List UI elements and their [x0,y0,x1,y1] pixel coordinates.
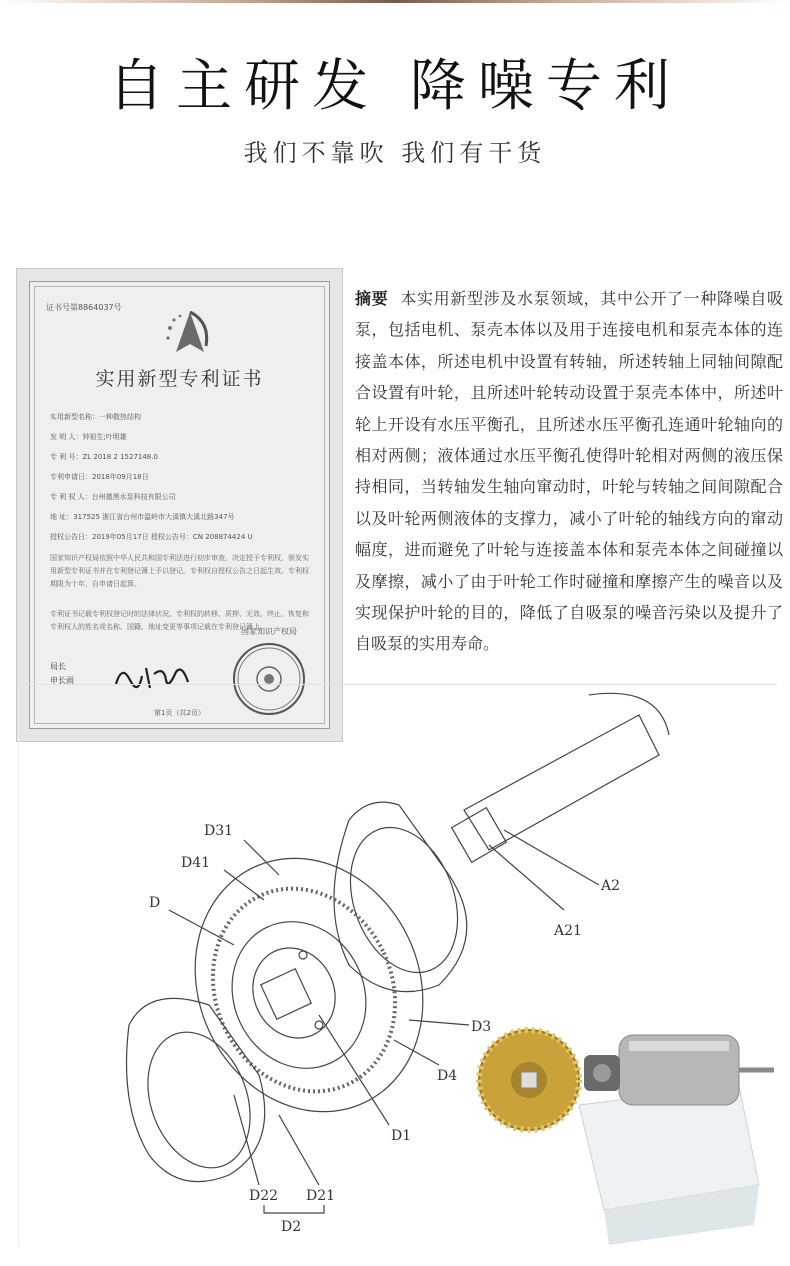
national-emblem-icon [160,308,220,360]
label-d21: D21 [306,1188,336,1204]
certificate-field: 发 明 人：钟祖生;叶明雄 [50,433,127,441]
leader-line [279,1115,319,1185]
certificate-paragraph: 专利证书记载专利权登记时的法律状况。专利权的转移、质押、无效、终止、恢复和专利权人的姓名或名称、国籍、地址变更等事项记载在专利登记簿上。 [50,610,309,631]
leader-line [224,870,264,900]
label-a2: A2 [601,878,621,894]
label-d31: D31 [204,823,234,839]
abstract-label: 摘要 [355,289,389,308]
leader-line [504,830,599,885]
abstract-text: 本实用新型涉及水泵领域，其中公开了一种降噪自吸泵，包括电机、泵壳本体以及用于连接电机和泵壳本体的连接盖本体，所述电机中设置有转轴，所述转轴上同轴间隙配合设置有叶轮，且所述叶轮转动设置于泵壳本体中，所述叶轮上开设有水压平衡孔，且所述水压平衡孔连通叶轮轴向的相对两侧；液体通过水压平衡孔使得叶轮相对两侧的液压保持相同，当转轴发生轴向窜动时，叶轮与转轴之间间隙配合以及叶轮两侧液体的支撑力，减小了叶轮的轴线方向的窜动幅度，进而避免了叶轮与连接盖本体和泵壳本体之间碰撞以及摩擦，减小了由于叶轮工作时碰撞和摩擦产生的噪音以及实现保护叶轮的目的，降低了自吸泵的噪音污染以及提升了自吸泵的实用寿命。 [355,289,783,654]
certificate-field: 专 利 权 人：台州德黑水泵科技有限公司 [50,493,176,501]
certificate-field: 实用新型名称：一种散热结构 [50,413,141,421]
certificate-field: 地 址：317525 浙江省台州市温岭市大溪镇大溪北路347号 [50,513,235,521]
certificate-field: 专利申请日：2018年09月18日 [50,473,149,481]
label-d3: D3 [471,1019,492,1035]
label-d22: D22 [249,1188,279,1204]
exploded-diagram [19,685,777,1245]
label-d2: D2 [281,1219,302,1235]
label-d41: D41 [181,855,211,871]
certificate-field: 授权公告日：2019年05月17日 授权公告号：CN 208874424 U [50,533,253,541]
label-d: D [149,895,161,911]
motor-shaft [464,715,659,850]
page-subtitle: 我们不靠吹 我们有干货 [243,139,547,167]
rotor-product-photo [479,1030,774,1245]
pump-body [127,998,265,1181]
top-decorative-line [0,0,790,3]
signature-role: 局长 [50,662,66,671]
impeller-hub [238,934,349,1051]
connection-cover [334,802,467,992]
impeller-square-hole [261,969,311,1019]
leader-bracket [264,1205,324,1213]
leader-line [169,910,234,945]
seal-text: 国家知识产权局 [241,627,297,636]
certificate-paragraph: 国家知识产权局依照中华人民共和国专利法进行初步审查，决定授予专利权，颁发实用新型专利证书并在专利登记簿上予以登记。专利权自授权公告之日起生效。专利权期限为十年，自申请日起算。 [50,554,309,588]
page-title: 自主研发 降噪专利 [108,54,682,119]
label-d4: D4 [437,1068,458,1084]
leader-line [489,845,564,910]
certificate-border [29,281,330,729]
leader-line [394,1040,439,1065]
leader-line [234,1095,259,1185]
leader-line [409,1020,469,1025]
patent-certificate-image [16,268,343,742]
certificate-title: 实用新型专利证书 [95,368,264,390]
exploded-diagram-panel [18,684,777,1245]
signature-name: 申长雨 [50,676,74,685]
certificate-number: 证书号第8864037号 [46,303,122,312]
certificate-page-number: 第1页（共2页） [154,709,205,717]
patent-abstract [355,283,783,660]
label-d1: D1 [391,1128,412,1144]
leader-line [319,1015,389,1125]
certificate-field: 专 利 号：ZL 2018 2 1527148.0 [50,453,158,461]
label-a21: A21 [554,923,582,939]
